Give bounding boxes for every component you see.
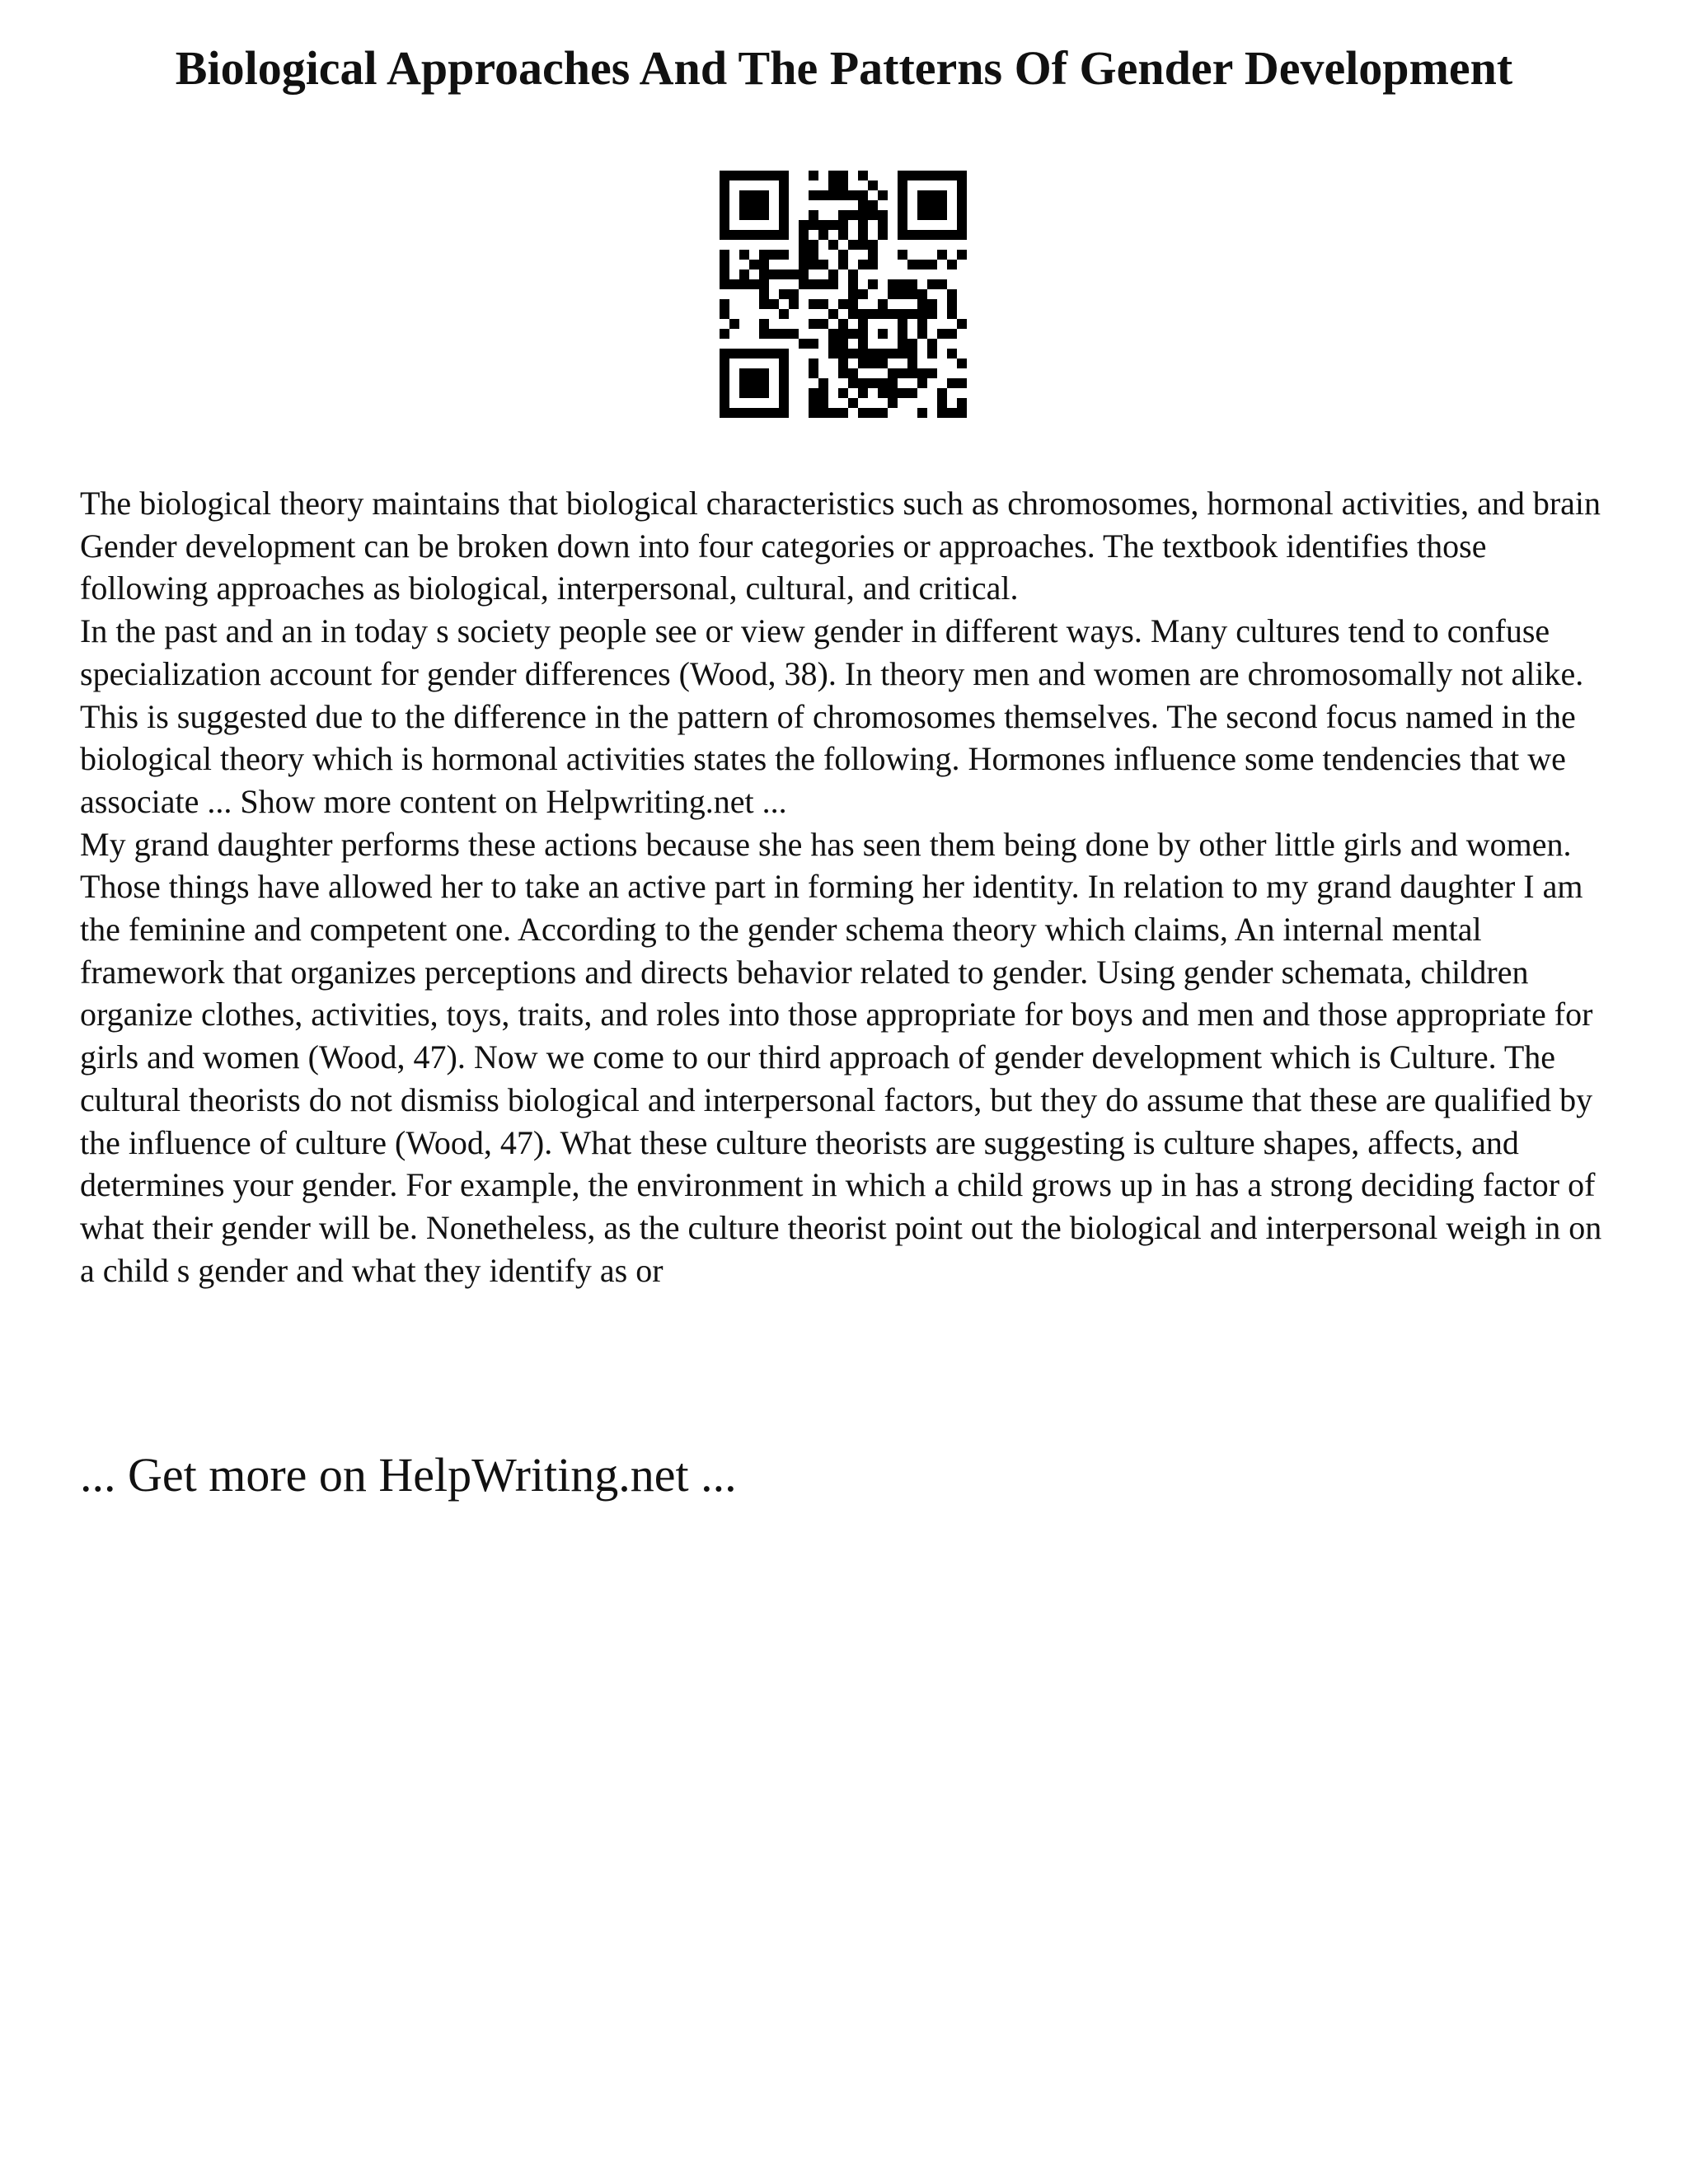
document-body <box>80 482 1613 1291</box>
paragraph-biological: In the past and an in today s society people see or view gender in different ways. Many cultures tend to confuse specialization account for gender differences (Wood, 38). In theory men and women are chromosomally not alike. This is suggested due to the difference in the pattern of chromosomes themselves. The second focus named in the biological theory which is hormonal activities states the following. Hormones influence some tendencies that we associate ... Show more content on Helpwriting.net ... <box>80 612 1584 820</box>
document-title: Biological Approaches And The Patterns Of Gender Development <box>175 41 1513 95</box>
paragraph-culture: My grand daughter performs these actions because she has seen them being done by other little girls and women. Those things have allowed her to take an active part in forming her identity. In relation to my grand daughter I am the feminine and competent one. According to the gender schema theory which claims, An internal mental framework that organizes perceptions and directs behavior related to gender. Using gender schemata, children organize clothes, activities, toys, traits, and roles into those appropriate for boys and men and those appropriate for girls and women (Wood, 47). Now we come to our third approach of gender development which is Culture. The cultural theorists do not dismiss biological and interpersonal factors, but they do assume that these are qualified by the influence of culture (Wood, 47). What these culture theorists are suggesting is culture shapes, affects, and determines your gender. For example, the environment in which a child grows up in has a strong deciding factor of what their gender will be. Nonetheless, as the culture theorist point out the biological and interpersonal weigh in on a child s gender and what they identify as or <box>80 825 1602 1289</box>
qr-code-graphic <box>720 171 967 418</box>
qr-code-icon[interactable] <box>720 171 967 418</box>
paragraph-intro: The biological theory maintains that biological characteristics such as chromosomes, hormonal activities, and brain Gender development can be broken down into four categories or approaches. The textbook identifies those following approaches as biological, interpersonal, cultural, and critical. <box>80 485 1601 607</box>
get-more-link[interactable]: ... Get more on HelpWriting.net ... <box>80 1448 737 1502</box>
